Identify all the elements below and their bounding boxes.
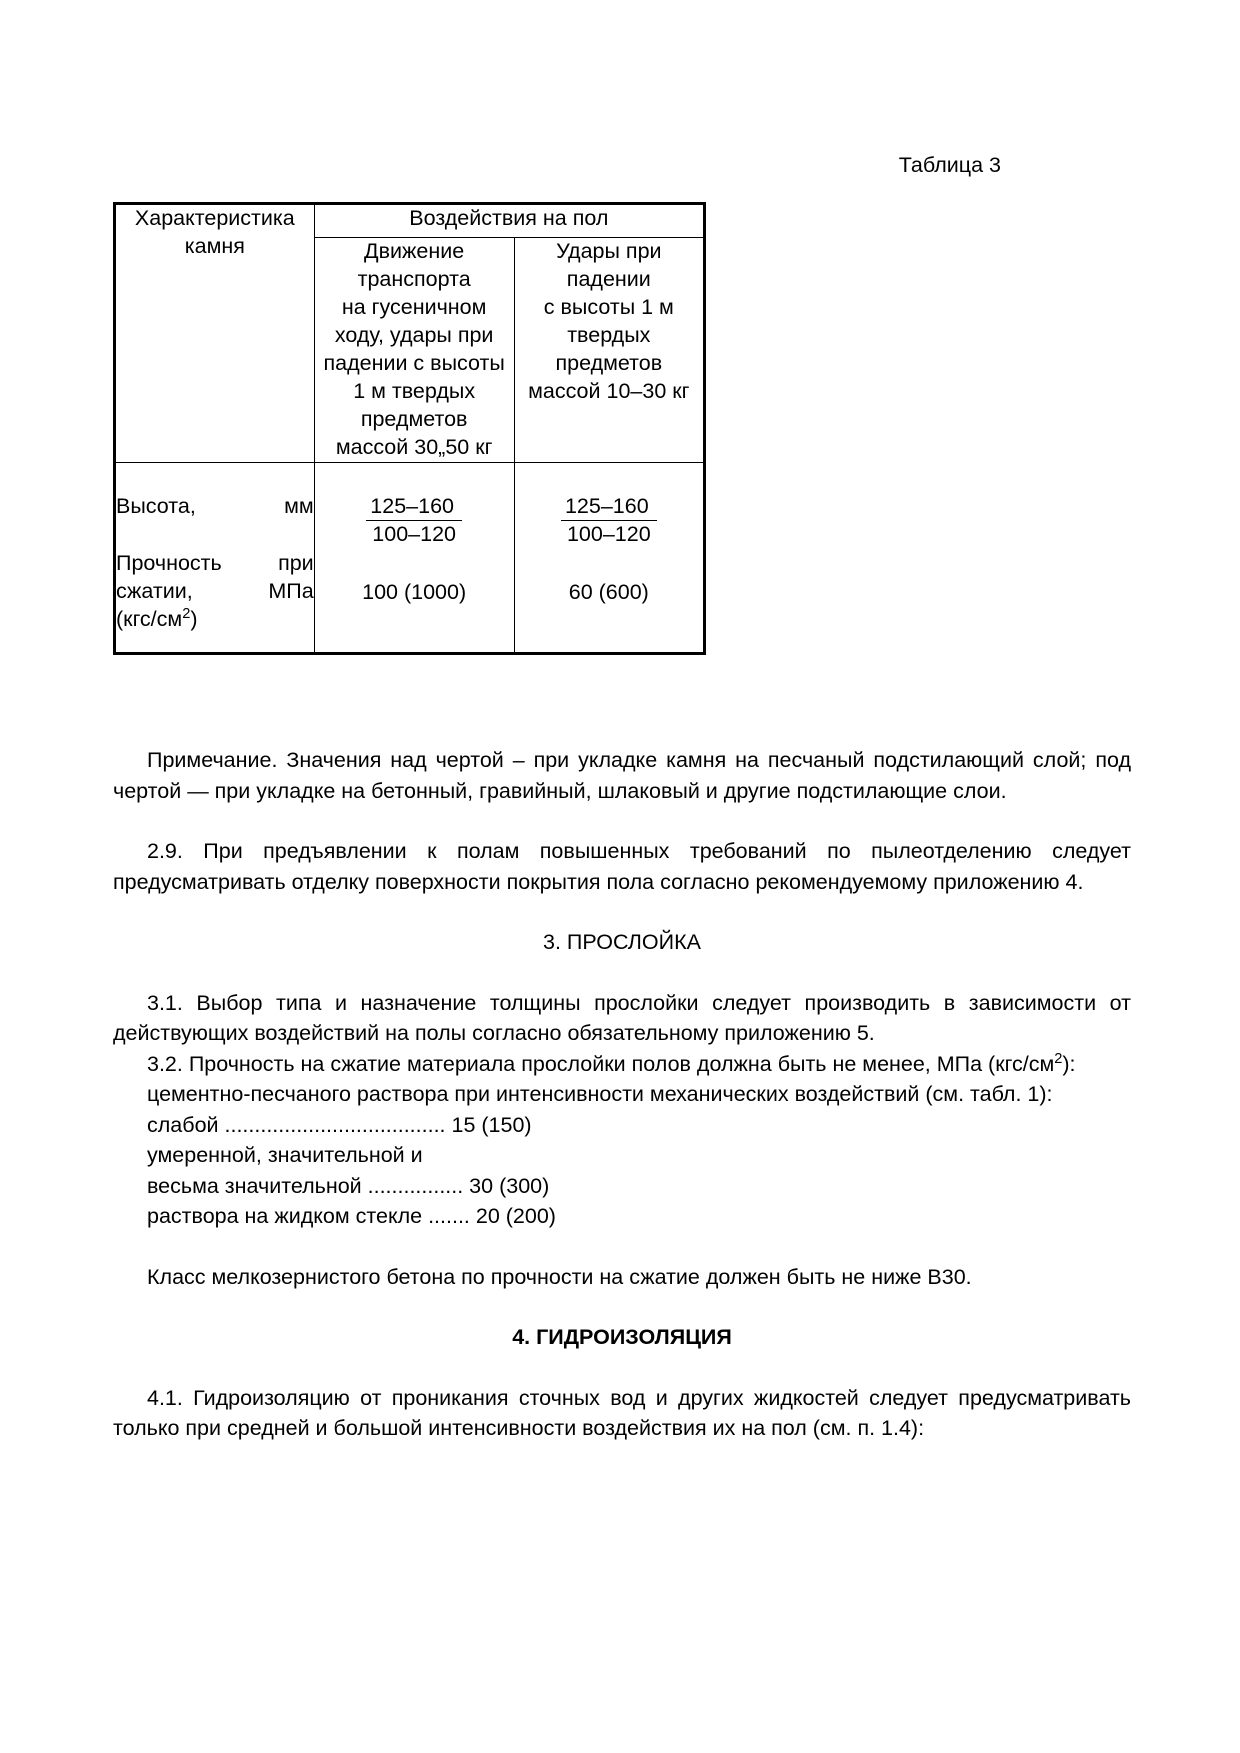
row-label-strength-line-2: сжатии, МПа bbox=[116, 579, 314, 604]
hdr2-line-2: транспорта bbox=[357, 266, 471, 291]
spacer bbox=[113, 958, 1131, 988]
row-label-height: Высота, мм bbox=[116, 493, 314, 518]
fraction-denominator: 100–120 bbox=[372, 522, 456, 547]
table-header-stone-characteristic bbox=[115, 204, 315, 463]
list-item: умеренной, значительной и bbox=[147, 1143, 423, 1168]
paragraph-cement-mortar: цементно-песчаного раствора при интенсивности механических воздействий (см. табл. 1): bbox=[147, 1082, 1053, 1107]
fraction-numerator: 125–160 bbox=[366, 493, 462, 522]
heading-section-3: 3. ПРОСЛОЙКА bbox=[543, 930, 701, 955]
table-row bbox=[115, 462, 705, 654]
table-header-transport-movement bbox=[314, 238, 514, 463]
row-label-spacer bbox=[116, 634, 314, 652]
superscript-two: 2 bbox=[182, 606, 191, 623]
cell-strength-col2: 100 (1000) bbox=[362, 580, 467, 605]
hdr2-line-8: массой 30„50 кг bbox=[335, 434, 493, 459]
hdr3-line-5: предметов bbox=[555, 350, 663, 375]
body-content bbox=[113, 745, 1131, 1444]
spacer bbox=[113, 806, 1131, 836]
spacer bbox=[113, 897, 1131, 927]
stone-characteristics-table bbox=[113, 202, 706, 655]
paragraph-3-2: 3.2. Прочность на сжатие материала прослойки полов должна быть не менее, МПа $(кгс/см^2)$: bbox=[147, 1050, 1076, 1076]
hdr3-line-1: Удары при bbox=[556, 239, 662, 263]
table-header-falling-impacts bbox=[514, 238, 704, 463]
list-item: весьма значительной ................ 30 (300) bbox=[147, 1173, 550, 1198]
hdr2-line-1: Движение bbox=[364, 239, 465, 263]
hdr2-line-4: ходу, удары при bbox=[334, 322, 494, 347]
cell-strength-col3: 60 (600) bbox=[568, 580, 649, 605]
table-row-labels bbox=[115, 462, 315, 654]
row-label-strength-line-3: $(кгс/см^2)$ bbox=[116, 606, 198, 632]
hdr2-line-6: 1 м твердых bbox=[353, 378, 476, 403]
cell-height-fraction-col3 bbox=[515, 463, 703, 550]
hdr2-line-3: на гусеничном bbox=[341, 294, 487, 319]
row-label-strength-line-1: Прочность при bbox=[116, 551, 314, 576]
stone-label-line-2: камня bbox=[184, 233, 245, 258]
table-caption: Таблица 3 bbox=[898, 153, 1001, 177]
superscript-two: 2 bbox=[1054, 1050, 1063, 1067]
hdr3-line-4: твердых bbox=[567, 322, 651, 347]
paragraph-2-9: 2.9. При предъявлении к полам повышенных требований по пылеотделению следует предусматривать отделку поверхности покрытия пола согласно рекомендуемому приложению 4. bbox=[113, 839, 1131, 894]
list-item: раствора на жидком стекле ....... 20 (200) bbox=[147, 1204, 556, 1229]
hdr3-line-3: с высоты 1 м bbox=[543, 294, 674, 319]
table-cell-transport-values bbox=[314, 462, 514, 654]
paragraph-4-1: 4.1. Гидроизоляцию от проникания сточных вод и других жидкостей следует предусматривать только при средней и большой интенсивности воздействия их на пол (см. п. 1.4): bbox=[113, 1385, 1131, 1441]
row-label-strength bbox=[116, 520, 314, 634]
table-header-floor-impacts: Воздействия на пол bbox=[314, 204, 704, 238]
table-note: Примечание. Значения над чертой – при укладке камня на песчаный подстилающий слой; под чертой — при укладке на бетонный, гравийный, шлаковый и другие подстилающие слои. bbox=[113, 748, 1131, 803]
hdr2-line-5: падении с высоты bbox=[323, 350, 505, 375]
paragraph-3-1: 3.1. Выбор типа и назначение толщины прослойки следует производить в зависимости от действующих воздействий на полы согласно обязательному приложению 5. bbox=[113, 990, 1131, 1046]
stone-label-line-1: Характеристика bbox=[134, 206, 295, 230]
spacer bbox=[113, 1353, 1131, 1383]
list-item: слабой ..................................... 15 (150) bbox=[147, 1112, 532, 1137]
table-header-row-1 bbox=[115, 204, 705, 238]
hdr2-line-7: предметов bbox=[360, 406, 468, 431]
hdr3-line-2: падении bbox=[566, 266, 651, 291]
spacer bbox=[113, 1232, 1131, 1262]
paragraph-concrete-class: Класс мелкозернистого бетона по прочности на сжатие должен быть не ниже В30. bbox=[147, 1264, 972, 1289]
hdr3-line-6: массой 10–30 кг bbox=[528, 378, 690, 403]
table-cell-impact-values bbox=[514, 462, 704, 654]
fraction-numerator: 125–160 bbox=[561, 493, 657, 522]
heading-section-4: 4. ГИДРОИЗОЛЯЦИЯ bbox=[512, 1325, 732, 1350]
fraction-denominator: 100–120 bbox=[566, 522, 651, 547]
spacer bbox=[113, 1292, 1131, 1322]
cell-height-fraction-col2 bbox=[315, 463, 514, 550]
